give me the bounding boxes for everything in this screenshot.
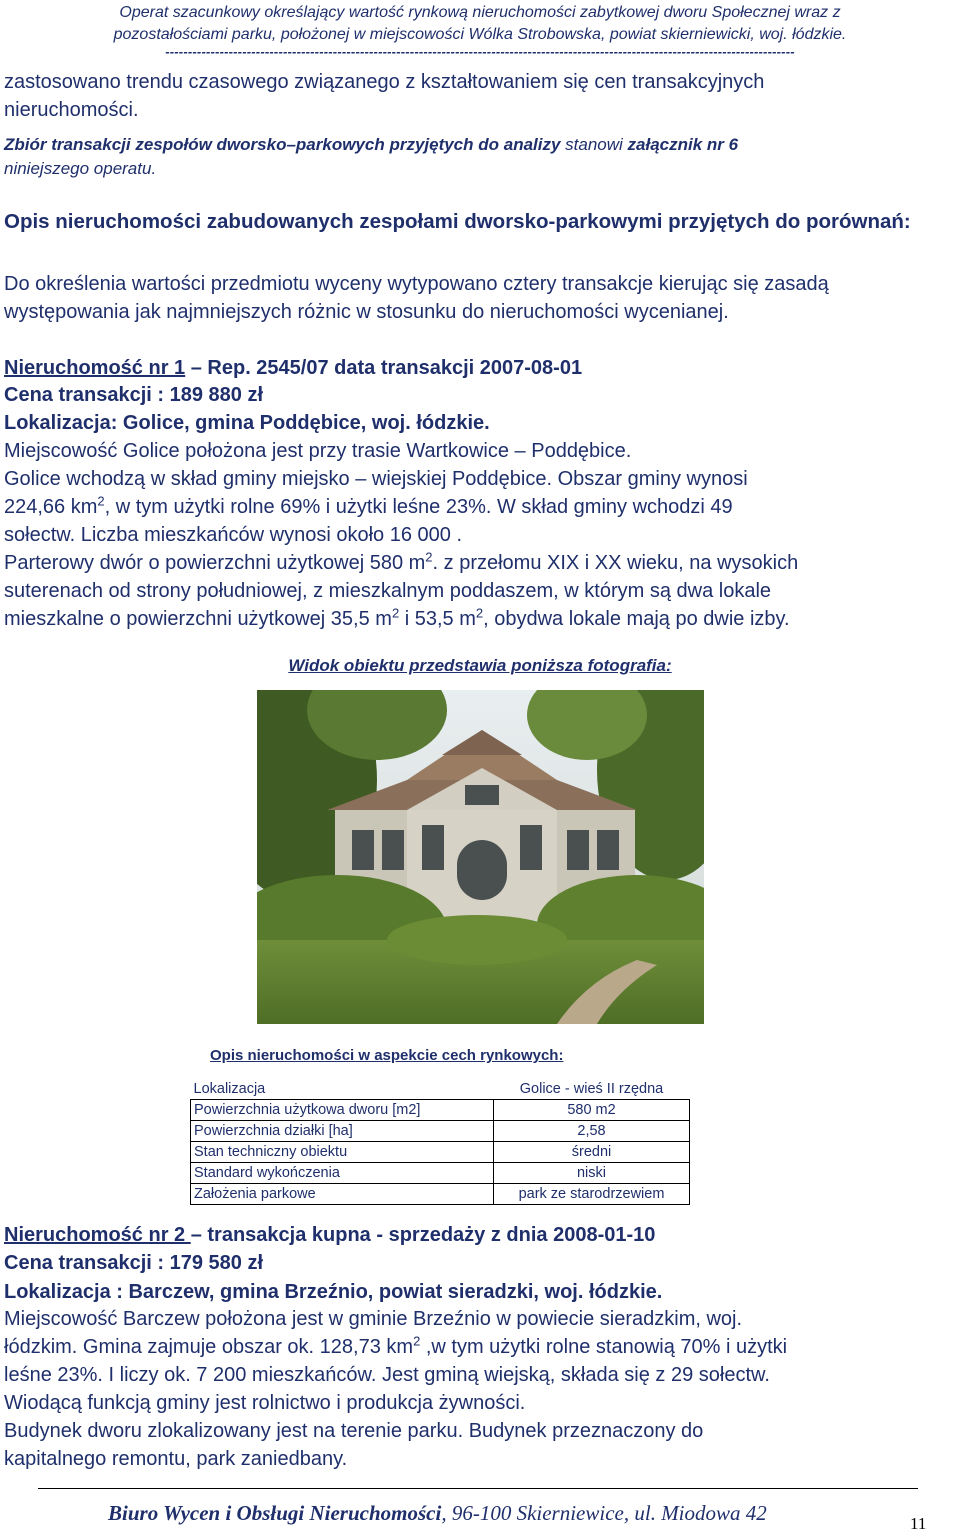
header-line-1: Operat szacunkowy określający wartość rynkową nieruchomości zabytkowej dworu Społecznej wraz z (119, 4, 841, 21)
table-row (191, 1163, 690, 1184)
running-footer (108, 1501, 767, 1526)
property-1-line-1: Miejscowość Golice położona jest przy trasie Wartkowice – Poddębice. (4, 440, 632, 462)
header-dash-rule: ------------------------------------------------------------------------------------------------------------------------------------------- (165, 46, 795, 58)
table-row (191, 1121, 690, 1142)
property-1-title-rest: – Rep. 2545/07 data transakcji 2007-08-01 (185, 357, 583, 379)
gmina-area: łódzkim. Gmina zajmuje obszar ok. 128,73 km (4, 1336, 414, 1358)
floor-area-sup: 2 (425, 549, 433, 565)
attachment-note (4, 133, 954, 181)
property-2-line-6: kapitalnego remontu, park zaniedbany. (4, 1448, 348, 1470)
section-text: Do określenia wartości przedmiotu wyceny wytypowano cztery transakcje kierując się zasadą występowania jak najmniejszych różnic w stosunku do nieruchomości wycenianej. (4, 273, 829, 323)
property-2-line-2 (4, 1333, 954, 1361)
photo-caption-text: Widok obiektu przedstawia poniższa fotografia: (288, 656, 672, 675)
intro-line-2: nieruchomości. (4, 99, 139, 121)
table-cell-value: 2,58 (494, 1121, 690, 1142)
unit-area-2-sup: 2 (475, 605, 484, 621)
property-1-title-underlined: Nieruchomość nr 1 (4, 357, 186, 379)
gmina-area-sup: 2 (413, 1333, 421, 1349)
table-cell-feature: Powierzchnia użytkowa dworu [m2] (191, 1100, 494, 1121)
table-row (191, 1142, 690, 1163)
unit-area-2: i 53,5 m (399, 608, 476, 630)
market-features-table (190, 1079, 690, 1205)
property-2-line-4: Wiodącą funkcją gminy jest rolnictwo i produkcja żywności. (4, 1392, 526, 1414)
area-rest: , w tym użytki rolne 69% i użytki leśne 23%. W skład gminy wchodzi 49 (104, 496, 733, 518)
table-cell-value: Golice - wieś II rzędna (494, 1079, 690, 1100)
property-2-line-1: Miejscowość Barczew położona jest w gminie Brzeźnio w powiecie sieradzkim, woj. (4, 1308, 743, 1330)
table-cell-feature: Stan techniczny obiektu (191, 1142, 494, 1163)
footer-address: , 96-100 Skierniewice, ul. Miodowa 42 (441, 1501, 767, 1525)
property-2-title-underlined: Nieruchomość nr 2 (4, 1224, 191, 1246)
table-row (191, 1079, 690, 1100)
property-2-price: Cena transakcji : 179 580 zł (4, 1252, 264, 1274)
property-1-line-2: Golice wchodzą w skład gminy miejsko – wiejskiej Poddębice. Obszar gminy wynosi (4, 468, 748, 490)
unit-area-1-sup: 2 (391, 605, 400, 621)
manor-photo (257, 690, 704, 1024)
attachment-note-line-2: niniejszego operatu. (4, 159, 157, 178)
property-2-title-rest: – transakcja kupna - sprzedaży z dnia 2008-01-10 (190, 1224, 656, 1246)
table-cell-value: 580 m2 (494, 1100, 690, 1121)
property-1-line-3 (4, 493, 954, 521)
area-sup: 2 (97, 493, 105, 509)
table-cell-value: średni (494, 1142, 690, 1163)
floor-area: Parterowy dwór o powierzchni użytkowej 580 m (4, 552, 426, 574)
property-1-description (4, 437, 954, 633)
header-line-2: pozostałościami parku, położonej w miejscowości Wólka Strobowska, powiat skierniewicki, woj. łódzkie. (113, 26, 847, 43)
property-1-line-7 (4, 605, 954, 633)
intro-paragraph (4, 68, 954, 124)
market-table-title-text: Opis nieruchomości w aspekcie cech rynkowych: (210, 1047, 564, 1064)
page-number: 11 (910, 1514, 927, 1533)
property-2-line-5: Budynek dworu zlokalizowany jest na terenie parku. Budynek przeznaczony do (4, 1420, 704, 1442)
property-1-price: Cena transakcji : 189 880 zł (4, 384, 264, 406)
photo-caption (0, 656, 960, 676)
attachment-note-bold: Zbiór transakcji zespołów dworsko–parkowych przyjętych do analizy (4, 135, 561, 154)
table-cell-feature: Lokalizacja (191, 1079, 494, 1100)
table-cell-feature: Założenia parkowe (191, 1184, 494, 1205)
property-1-line-4: sołectw. Liczba mieszkańców wynosi około 16 000 . (4, 524, 463, 546)
footer-office-name: Biuro Wycen i Obsługi Nieruchomości (108, 1501, 442, 1525)
property-1-line-5 (4, 549, 954, 577)
property-1-title (4, 355, 954, 381)
property-1-location: Lokalizacja: Golice, gmina Poddębice, woj. łódzkie. (4, 412, 490, 434)
property-2-line-3: leśne 23%. I liczy ok. 7 200 mieszkańców. Jest gminą wiejską, składa się z 29 sołectw. (4, 1364, 770, 1386)
table-row (191, 1100, 690, 1121)
table-cell-feature: Standard wykończenia (191, 1163, 494, 1184)
gmina-area-rest: ,w tym użytki rolne stanowią 70% i użytki (420, 1336, 788, 1358)
market-table-title (210, 1047, 563, 1064)
attachment-note-bold-2: załącznik nr 6 (627, 135, 739, 154)
section-heading: Opis nieruchomości zabudowanych zespołami dworsko-parkowymi przyjętych do porównań: (4, 210, 911, 233)
intro-line-1: zastosowano trendu czasowego związanego z kształtowaniem się cen transakcyjnych (4, 71, 765, 93)
unit-area-rest: , obydwa lokale mają po dwie izby. (483, 608, 790, 630)
table-cell-value: park ze starodrzewiem (494, 1184, 690, 1205)
property-2-location: Lokalizacja : Barczew, gmina Brzeźnio, powiat sieradzki, woj. łódzkie. (4, 1281, 663, 1303)
table-row (191, 1184, 690, 1205)
property-2-title (4, 1222, 954, 1248)
floor-area-rest: . z przełomu XIX i XX wieku, na wysokich (432, 552, 799, 574)
property-2-description (4, 1305, 954, 1473)
unit-area-1: mieszkalne o powierzchni użytkowej 35,5 m (4, 608, 392, 630)
attachment-note-mid: stanowi (560, 135, 628, 154)
property-1-line-6: suterenach od strony południowej, z mieszkalnym poddaszem, w którym są dwa lokale (4, 580, 772, 602)
table-cell-feature: Powierzchnia działki [ha] (191, 1121, 494, 1142)
running-header (0, 2, 960, 58)
table-cell-value: niski (494, 1163, 690, 1184)
area-value: 224,66 km (4, 496, 98, 518)
footer-rule (38, 1488, 918, 1489)
